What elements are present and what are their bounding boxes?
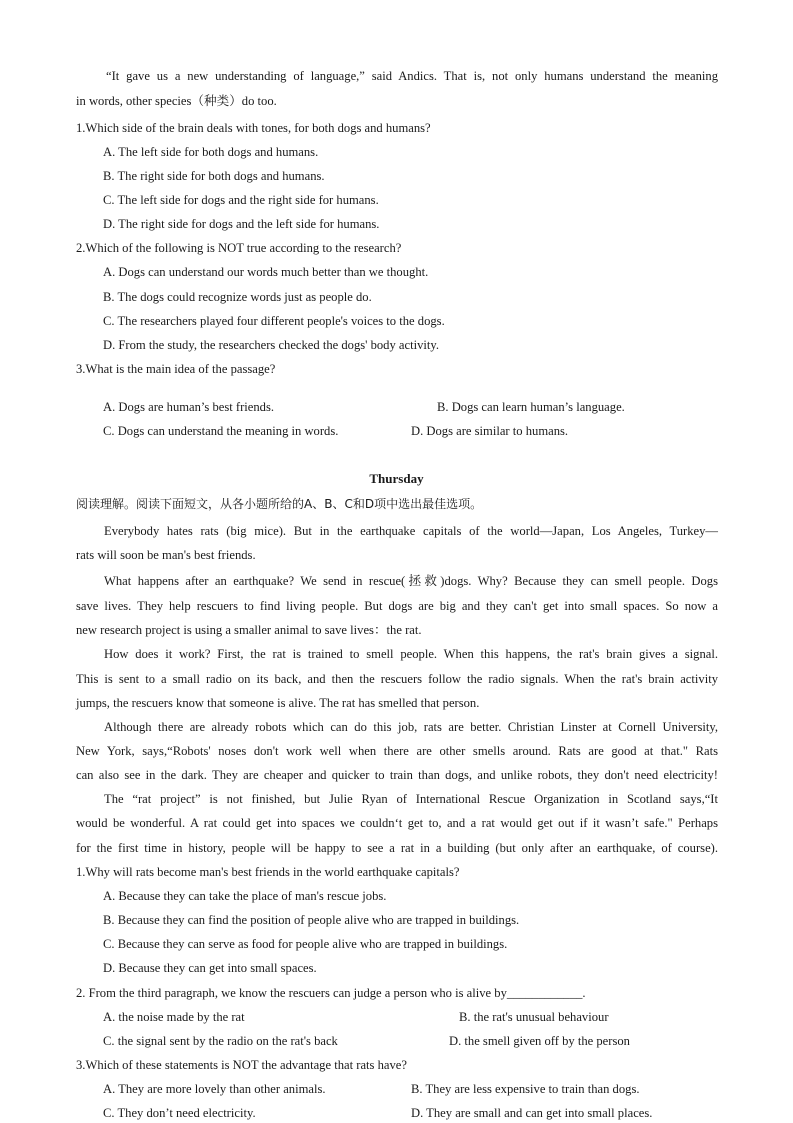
question-stem: 3.Which of these statements is NOT the advantage that rats have?: [76, 1058, 407, 1072]
answer-option: B. The right side for both dogs and humans.: [103, 169, 325, 183]
paragraph-line: for the first time in history, people will be happy to see a rat in a building (but only after an earthquake, of course).: [76, 841, 718, 855]
paragraph-line: can also see in the dark. They are cheaper and quicker to train than dogs, and unlike robots, they don't need electricity!: [76, 768, 718, 782]
paragraph-line: save lives. They help rescuers to find living people. But dogs are big and they can't get into small spaces. So now a: [76, 599, 718, 613]
answer-option: B. They are less expensive to train than dogs.: [411, 1082, 640, 1096]
answer-option: B. The dogs could recognize words just as people do.: [103, 290, 372, 304]
intro-line-1: “It gave us a new understanding of language,” said Andics. That is, not only humans understand the meaning: [106, 69, 718, 83]
paragraph-line: New York, says,“Robots' noses don't work well when there are other smells around. Rats are good at that." Rats: [76, 744, 718, 758]
answer-option: D. Because they can get into small spaces.: [103, 961, 317, 975]
answer-option: C. They don’t need electricity.: [103, 1106, 256, 1120]
question-stem: 2.Which of the following is NOT true according to the research?: [76, 241, 402, 255]
paragraph-line: new research project is using a smaller animal to save lives：the rat.: [76, 623, 422, 637]
paragraph-line: This is sent to a small radio on its back, and then the rescuers follow the radio signals. When the rat's brain activity: [76, 672, 718, 686]
answer-option: D. Dogs are similar to humans.: [411, 424, 569, 438]
answer-option: A. Dogs can understand our words much better than we thought.: [103, 265, 429, 279]
paragraph-line: The “rat project” is not finished, but Julie Ryan of International Rescue Organization in Scotland says,“It: [104, 792, 718, 806]
answer-option: C. Dogs can understand the meaning in words.: [103, 424, 339, 438]
answer-option: C. The researchers played four different people's voices to the dogs.: [103, 314, 445, 328]
answer-option: C. Because they can serve as food for people alive who are trapped in buildings.: [103, 937, 508, 951]
answer-option: D. They are small and can get into small places.: [411, 1106, 653, 1120]
answer-option: B. Because they can find the position of people alive who are trapped in buildings.: [103, 913, 520, 927]
answer-option: D. the smell given off by the person: [449, 1034, 630, 1048]
question-stem: 1.Why will rats become man's best friends in the world earthquake capitals?: [76, 865, 460, 879]
paragraph-line: How does it work? First, the rat is trained to smell people. When this happens, the rat's brain gives a signal.: [104, 647, 718, 661]
question-stem: 3.What is the main idea of the passage?: [76, 362, 276, 376]
section-heading: Thursday: [369, 471, 424, 486]
question-stem: 2. From the third paragraph, we know the rescuers can judge a person who is alive by____________.: [76, 986, 586, 1000]
answer-option: B. Dogs can learn human’s language.: [437, 400, 625, 414]
answer-option: A. the noise made by the rat: [103, 1010, 245, 1024]
question-stem: 1.Which side of the brain deals with tones, for both dogs and humans?: [76, 121, 431, 135]
answer-option: A. Dogs are human’s best friends.: [103, 400, 275, 414]
paragraph-line: jumps, the rescuers know that someone is alive. The rat has smelled that person.: [76, 696, 480, 710]
answer-option: D. The right side for dogs and the left side for humans.: [103, 217, 380, 231]
answer-option: C. The left side for dogs and the right side for humans.: [103, 193, 379, 207]
paragraph-line: What happens after an earthquake? We send in rescue(拯救)dogs. Why? Because they can smell people. Dogs: [104, 574, 718, 588]
answer-option: A. They are more lovely than other animals.: [103, 1082, 326, 1096]
paragraph-line: would be wonderful. A rat could get into spaces we couldn‘t get to, and a rat would get out if it wasn’t safe." Perhaps: [76, 816, 718, 830]
answer-option: D. From the study, the researchers checked the dogs' body activity.: [103, 338, 440, 352]
paragraph-line: Although there are already robots which can do this job, rats are better. Christian Linster at Cornell University,: [104, 720, 718, 734]
intro-line-2: in words, other species（种类）do too.: [76, 94, 277, 108]
answer-option: C. the signal sent by the radio on the rat's back: [103, 1034, 338, 1048]
paragraph-line: rats will soon be man's best friends.: [76, 548, 256, 562]
answer-option: B. the rat's unusual behaviour: [459, 1010, 609, 1024]
answer-option: A. The left side for both dogs and humans.: [103, 145, 319, 159]
instruction-text: 阅读理解。阅读下面短文，从各小题所给的A、B、C和D项中选出最佳选项。: [76, 497, 483, 511]
paragraph-line: Everybody hates rats (big mice). But in the earthquake capitals of the world—Japan, Los Angeles, Turkey—: [104, 524, 718, 538]
answer-option: A. Because they can take the place of man's rescue jobs.: [103, 889, 387, 903]
